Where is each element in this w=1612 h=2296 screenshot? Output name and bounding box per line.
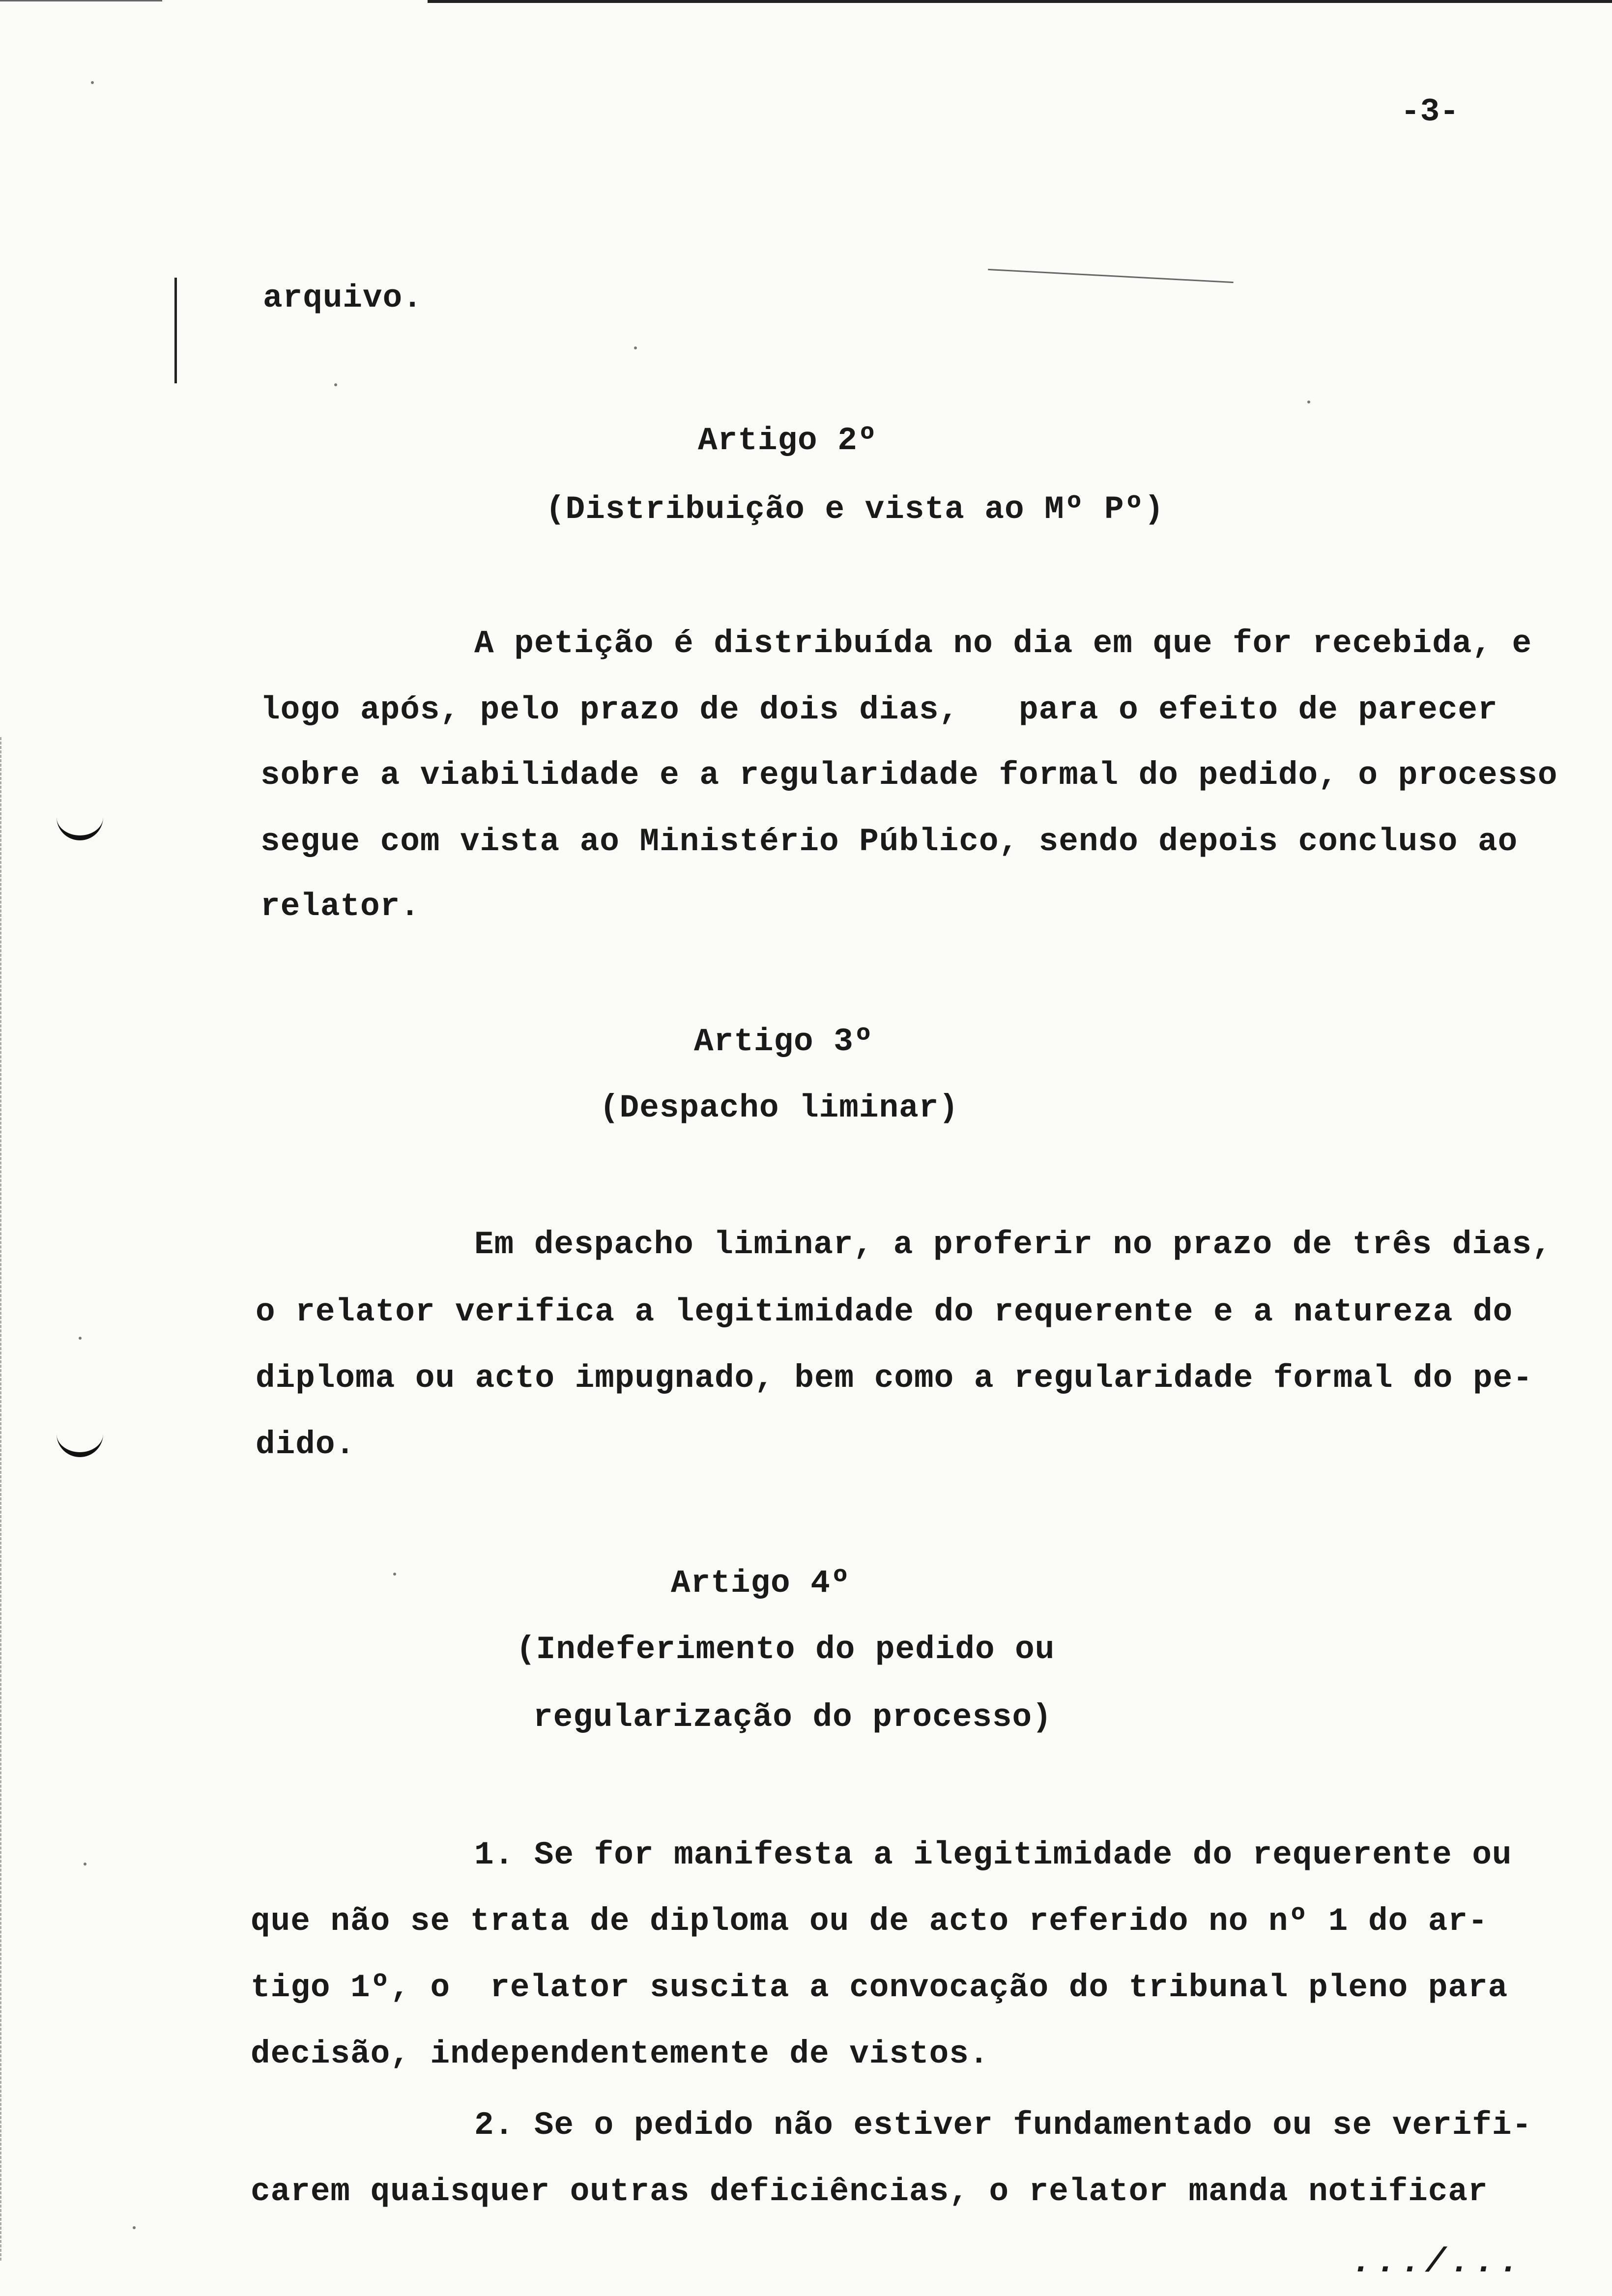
scan-edge-line bbox=[428, 0, 1612, 3]
article-heading: Artigo 3º bbox=[694, 1023, 874, 1060]
speck bbox=[91, 81, 94, 84]
paragraph-line: logo após, pelo prazo de dois dias, para o efeito de parecer bbox=[260, 691, 1498, 728]
pen-scratch bbox=[988, 269, 1233, 283]
paragraph-line: relator. bbox=[260, 888, 420, 925]
speck bbox=[133, 2226, 136, 2229]
paragraph-line: Em despacho liminar, a proferir no prazo de três dias, bbox=[474, 1226, 1552, 1263]
speck bbox=[393, 1573, 396, 1576]
paragraph-line: sobre a viabilidade e a regularidade formal do pedido, o processo bbox=[260, 757, 1558, 794]
paragraph-line: decisão, independentemente de vistos. bbox=[251, 2036, 989, 2072]
scan-edge-line-left bbox=[0, 0, 162, 1]
article-subtitle: (Indeferimento do pedido ou bbox=[516, 1631, 1055, 1668]
binding-edge bbox=[0, 737, 16, 2261]
article-subtitle: (Distribuição e vista ao Mº Pº) bbox=[546, 491, 1164, 528]
punch-hole-mark bbox=[57, 1433, 103, 1457]
paragraph-line: que não se trata de diploma ou de acto referido no nº 1 do ar- bbox=[251, 1903, 1488, 1940]
speck bbox=[84, 1863, 86, 1866]
paragraph-line: segue com vista ao Ministério Público, sendo depois concluso ao bbox=[260, 823, 1518, 860]
speck bbox=[634, 346, 637, 349]
page-number: -3- bbox=[1401, 93, 1459, 130]
speck bbox=[79, 1337, 82, 1340]
punch-hole-mark bbox=[57, 816, 103, 840]
speck bbox=[334, 383, 337, 386]
paragraph-line: tigo 1º, o relator suscita a convocação do tribunal pleno para bbox=[251, 1969, 1508, 2006]
paragraph-line: o relator verifica a legitimidade do requerente e a natureza do bbox=[256, 1293, 1513, 1330]
paragraph-line: A petição é distribuída no dia em que for recebida, e bbox=[474, 625, 1532, 662]
paragraph-line: diploma ou acto impugnado, bem como a regularidade formal do pe- bbox=[256, 1360, 1533, 1397]
article-subtitle: (Despacho liminar) bbox=[600, 1090, 959, 1126]
paragraph-line: carem quaisquer outras deficiências, o relator manda notificar bbox=[251, 2173, 1488, 2210]
paragraph-line: dido. bbox=[256, 1426, 356, 1463]
article-heading: Artigo 4º bbox=[671, 1565, 851, 1602]
margin-mark bbox=[174, 278, 177, 383]
article-subtitle: regularização do processo) bbox=[533, 1699, 1052, 1736]
paragraph-line: 2. Se o pedido não estiver fundamentado ou se verifi- bbox=[474, 2107, 1532, 2144]
speck bbox=[1307, 401, 1310, 403]
paragraph-line: 1. Se for manifesta a ilegitimidade do requerente ou bbox=[474, 1837, 1512, 1873]
opening-text: arquivo. bbox=[263, 280, 423, 316]
article-heading: Artigo 2º bbox=[698, 422, 878, 459]
continuation-mark: .../... bbox=[1352, 2243, 1524, 2282]
